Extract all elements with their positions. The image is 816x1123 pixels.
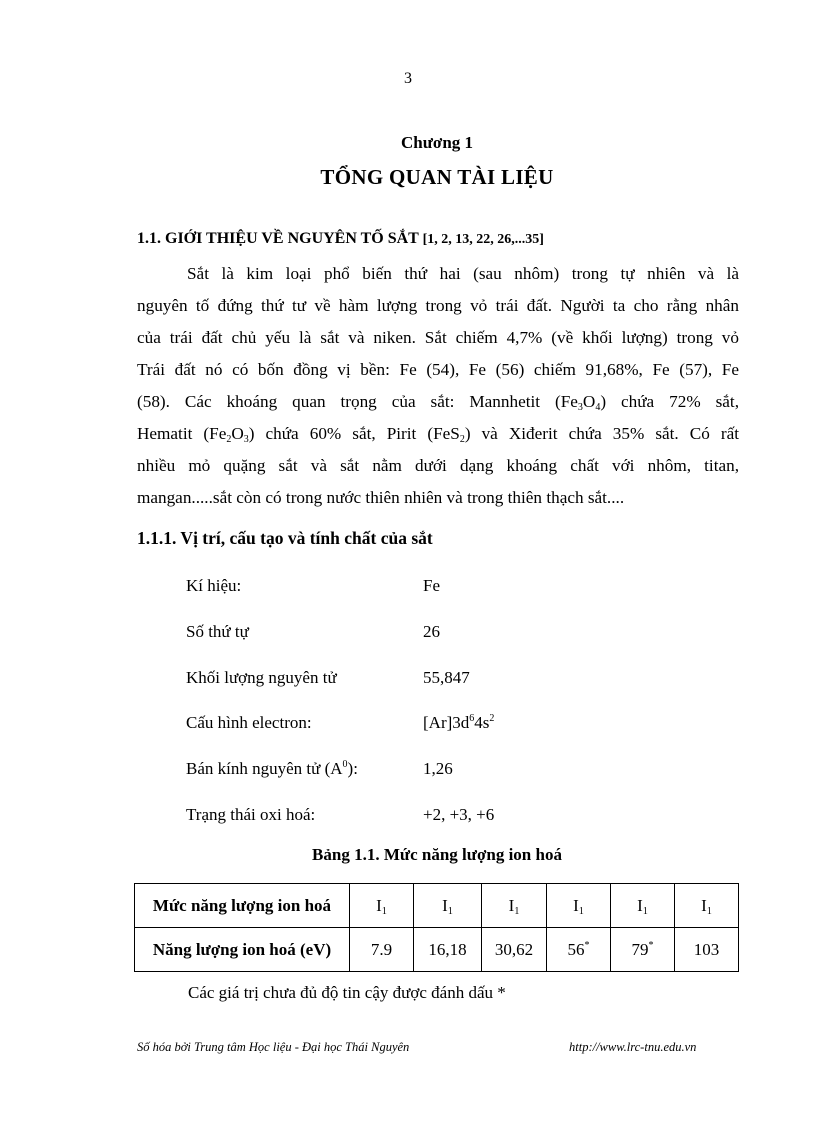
property-value: $[Ar]3d^64s^2$ — [423, 713, 495, 733]
paragraph-line: của trái đất chủ yếu là sắt và niken. Sắt chiếm 4,7% (về khối lượng) trong vỏ — [137, 328, 739, 347]
section-references: [1, 2, 13, 22, 26,...35] — [422, 232, 544, 247]
subsection-heading: 1.1.1. Vị trí, cấu tạo và tính chất của sắt — [137, 528, 433, 548]
property-value: +2, +3, +6 — [423, 804, 495, 824]
property-label: Trạng thái oxi hoá: — [186, 804, 316, 824]
table-header-cell: $I_1$ — [547, 884, 611, 928]
table-header-cell: $I_1$ — [611, 884, 675, 928]
property-value: Fe — [423, 576, 440, 595]
table-header-row — [135, 884, 739, 928]
section-heading — [137, 230, 544, 248]
table-caption: Bảng 1.1. Mức năng lượng ion hoá — [312, 845, 562, 864]
table-row-label: Năng lượng ion hoá (eV) — [135, 928, 350, 972]
table-header-cell: $I_1$ — [350, 884, 414, 928]
table-cell: 56* — [547, 928, 611, 972]
table-cell: 103 — [675, 928, 739, 972]
page-number: 3 — [404, 70, 412, 87]
property-label: Cấu hình electron: — [186, 713, 312, 733]
chapter-label: Chương 1 — [400, 133, 474, 152]
table-note: Các giá trị chưa đủ độ tin cậy được đánh dấu * — [188, 983, 506, 1002]
paragraph-line: Trái đất nó có bốn đồng vị bền: Fe (54), Fe (56) chiếm 91,68%, Fe (57), Fe — [137, 360, 739, 379]
property-label: Số thứ tự — [186, 621, 249, 641]
property-value: 26 — [423, 621, 440, 641]
ionization-table — [134, 883, 739, 972]
paragraph-line: nhiều mỏ quặng sắt và sắt nằm dưới dạng khoáng chất với nhôm, titan, — [137, 456, 739, 475]
paragraph-line: Sắt là kim loại phổ biến thứ hai (sau nhôm) trong tự nhiên và là — [187, 264, 739, 283]
property-label: Khối lượng nguyên tử — [186, 667, 337, 687]
footer-url: http://www.lrc-tnu.edu.vn — [569, 1040, 697, 1054]
table-cell: 79* — [611, 928, 675, 972]
footer-source: Số hóa bởi Trung tâm Học liệu - Đại học Thái Nguyên — [137, 1040, 410, 1054]
table-header-label: Mức năng lượng ion hoá — [135, 884, 350, 928]
table-cell: 16,18 — [414, 928, 482, 972]
property-value: 1,26 — [423, 759, 453, 779]
paragraph-line: (58). Các khoáng quan trọng của sắt: Mannhetit $(Fe_3O_4)$ chứa 72% sắt, — [137, 392, 739, 413]
property-label: Kí hiệu: — [186, 576, 242, 595]
paragraph-line: Hematit $(Fe_2O_3)$ chứa 60% sắt, Pirit (FeS$_2$) và Xiđerit chứa 35% sắt. Có rất — [137, 424, 739, 445]
table-header-cell: $I_1$ — [482, 884, 547, 928]
table-row — [135, 928, 739, 972]
chapter-title: TỔNG QUAN TÀI LIỆU — [320, 165, 554, 189]
paragraph-line: nguyên tố đứng thứ tư về hàm lượng trong vỏ trái đất. Người ta cho rằng nhân — [137, 296, 739, 315]
property-label: Bán kính nguyên tử $(A^0)$: — [186, 759, 358, 779]
table-header-cell: $I_1$ — [675, 884, 739, 928]
section-heading-text: 1.1. GIỚI THIỆU VỀ NGUYÊN TỐ SẮT — [137, 230, 419, 247]
paragraph-line: mangan.....sắt còn có trong nước thiên nhiên và trong thiên thạch sắt.... — [137, 488, 625, 507]
table-cell: 7.9 — [350, 928, 414, 972]
intro-paragraph — [137, 258, 739, 514]
property-value: 55,847 — [423, 667, 470, 687]
table-cell: 30,62 — [482, 928, 547, 972]
table-header-cell: $I_1$ — [414, 884, 482, 928]
